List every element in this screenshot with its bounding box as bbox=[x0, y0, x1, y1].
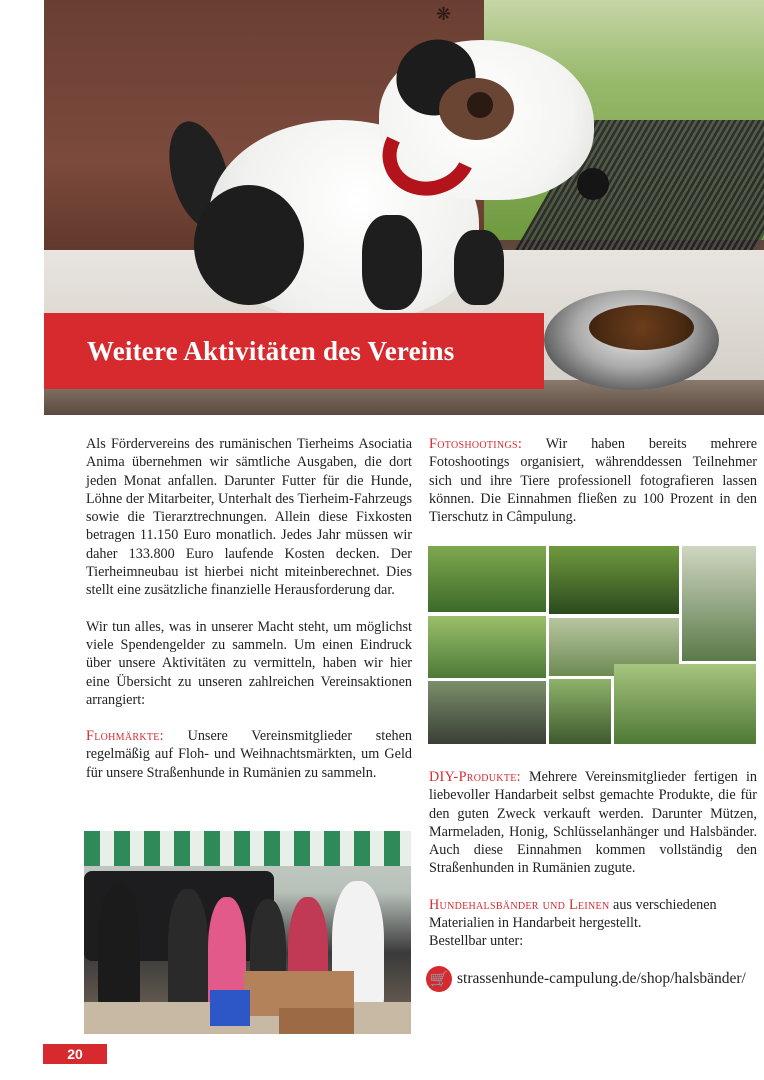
plush-dog-eye bbox=[467, 92, 493, 118]
diy-heading: DIY-Produkte: bbox=[429, 769, 521, 785]
order-label: Bestellbar unter: bbox=[429, 933, 524, 950]
market-person bbox=[98, 884, 140, 1009]
collage-photo bbox=[428, 616, 546, 678]
market-crate bbox=[210, 990, 250, 1026]
collage-photo bbox=[549, 546, 679, 614]
market-awning bbox=[84, 831, 411, 866]
food-bowl-kibble bbox=[589, 305, 694, 350]
plush-dog-leg bbox=[362, 215, 422, 310]
collage-photo bbox=[682, 546, 756, 661]
fotoshootings-section bbox=[429, 435, 757, 526]
collage-photo bbox=[428, 546, 546, 612]
plush-dog-nose bbox=[577, 168, 609, 200]
right-column bbox=[429, 435, 757, 544]
title-band bbox=[44, 313, 544, 389]
collage-photo bbox=[614, 664, 756, 744]
shop-url[interactable]: strassenhunde-campulung.de/shop/halsbänder/ bbox=[457, 970, 746, 987]
halsbaender-text: aus verschiedenen Materialien in Handarbeit hergestellt. bbox=[429, 896, 717, 932]
market-person bbox=[168, 889, 208, 1009]
shop-link[interactable] bbox=[426, 963, 762, 995]
collage-photo bbox=[549, 679, 611, 744]
flohmaerkte-heading: Flohmärkte: bbox=[86, 728, 164, 745]
left-column bbox=[86, 435, 412, 800]
activities-paragraph: Wir tun alles, was in unserer Macht steht, um möglichst viele Spendengelder zu sammeln. Um einen Eindruck über unsere Aktivitäten zu vermitteln, haben wir hier eine Übersicht zu unseren zahlreichen Vereinsaktionen arrangiert: bbox=[86, 618, 412, 708]
paw-print-icon: ❋ bbox=[436, 4, 452, 24]
right-column-lower bbox=[429, 768, 757, 951]
flohmaerkte-section bbox=[86, 727, 412, 782]
plush-dog-paw bbox=[454, 230, 504, 305]
halsbaender-heading: Hundehalsbänder und Leinen bbox=[429, 896, 610, 913]
intro-paragraph: Als Fördervereins des rumänischen Tierheims Asociatia Anima übernehmen wir sämtliche Ausgaben, die dort jeden Monat anfallen. Darunter Futter für die Hunde, Löhne der Mitarbeiter, Unterhalt des Tierheim-Fahrzeugs sowie die Tierarztrechnungen. Allein diese Fixkosten betragen 11.150 Euro monatlich. Jedes Jahr müssen wir daher 133.800 Euro laufende Kosten decken. Der Tierheimneubau ist hierbei nicht miteinberechnet. Dies stellt eine zusätzliche finanzielle Herausforderung dar. bbox=[86, 436, 412, 599]
plush-dog-patch bbox=[194, 185, 304, 305]
fotoshootings-text: Wir haben bereits mehrere Fotoshootings organisiert, währenddessen Teilnehmer sich und ihre Tiere professionell fotografieren lassen können. Die Einnahmen fließen zu 100 Prozent in den Tierschutz in Câmpulung. bbox=[429, 436, 757, 526]
market-box bbox=[279, 1008, 354, 1034]
fotoshooting-collage bbox=[428, 546, 756, 744]
flohmarkt-photo bbox=[84, 831, 411, 1034]
fotoshootings-heading: Fotoshootings: bbox=[429, 436, 523, 452]
collage-photo bbox=[428, 681, 546, 744]
flohmaerkte-text: Unsere Vereinsmitglieder stehen regelmäßig auf Floh- und Weihnachtsmärkten, um Geld für unsere Straßenhunde in Rumänien zu sammeln. bbox=[86, 728, 412, 781]
page-number: 20 bbox=[43, 1044, 107, 1064]
shopping-cart-icon: 🛒 bbox=[426, 966, 452, 992]
page-title: Weitere Aktivitäten des Vereins bbox=[87, 335, 455, 366]
diy-text: Mehrere Vereinsmitglieder fertigen in liebevoller Handarbeit selbst gemachte Produkte, die für den guten Zweck verkauft werden. Darunter Mützen, Marmeladen, Honig, Schlüsselanhänger und Halsbänder. Auch diese Einnahmen kommen vollständig den Straßenhunden in Rumänien zugute. bbox=[429, 769, 757, 877]
diy-section bbox=[429, 768, 757, 878]
halsbaender-section bbox=[429, 896, 757, 951]
